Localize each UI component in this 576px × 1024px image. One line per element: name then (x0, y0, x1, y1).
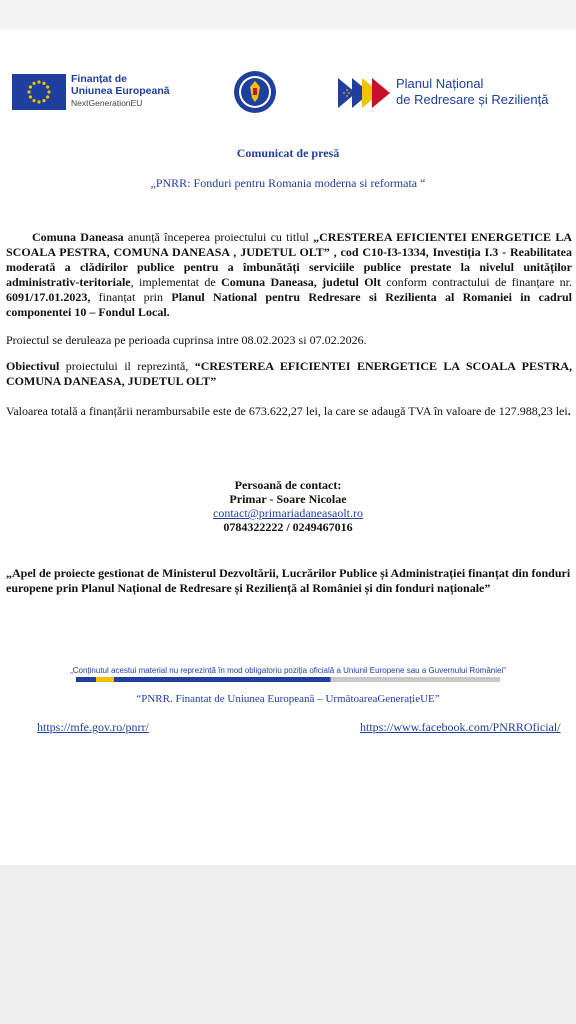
p1-text-b: anunță începerea proiectului cu titlul (123, 230, 314, 244)
objective-title: “CRESTEREA EFICIENTEI ENERGETICE LA SCOALA PESTRA, COMUNA DANEASA, JUDETUL OLT” (6, 359, 572, 388)
color-stripe (76, 677, 500, 682)
call-statement: „Apel de proiecte gestionat de Ministerul Dezvoltării, Lucrărilor Publice și Administrației finanțat din fonduri europene prin Planul Național de Redresare și Reziliență al României și din fonduri naționale” (6, 566, 571, 595)
funding-program: Planul National pentru Redresare si Rezilienta al Romaniei in cadrul componentei 10 – Fondul Local. (6, 290, 572, 319)
p1-text-d: , implementat de (130, 275, 222, 289)
project-title: „CRESTEREA EFICIENTEI ENERGETICE LA SCOALA PESTRA, COMUNA DANEASA , JUDETUL OLT” , cod C10-I3-1334, Investiția I.3 - Reabilitatea moderată a clădirilor publice pentru a îmbunătăți serviciile publice prestate la nivelul unităților administrativ-teritoriale (6, 230, 572, 289)
header-logos (0, 70, 576, 120)
disclaimer-text: „Conținutul acestui material nu reprezintă în mod obligatoriu poziția oficială a Uniunii Europene sau a Guvernului României” (70, 666, 506, 675)
objective-paragraph (6, 359, 572, 389)
pnrr-line-1: Planul Național (396, 76, 484, 91)
p1-text-f: conform contractului de finanțare nr. (380, 275, 573, 289)
mfe-link[interactable]: https://mfe.gov.ro/pnrr/ (37, 720, 149, 734)
guvernul-romaniei-seal-icon (233, 70, 277, 114)
contract-number: 6091/17.01.2023, (6, 290, 91, 304)
announcement-paragraph (6, 230, 572, 320)
contact-phones: 0784322222 / 0249467016 (223, 520, 353, 534)
p1-text-h: finanțat prin (90, 290, 172, 304)
top-bar (0, 0, 576, 30)
commune-name: Comuna Daneasa (32, 230, 124, 244)
contact-name: Primar - Soare Nicolae (229, 492, 347, 506)
footer-tagline: “PNRR. Finantat de Uniunea Europeană – UrmătoareaGenerațieUE” (136, 693, 440, 705)
facebook-link[interactable]: https://www.facebook.com/PNRROficial/ (360, 720, 561, 734)
eu-flag-icon (12, 74, 66, 110)
p3-text-b: proiectului il reprezintă, (59, 359, 195, 373)
contact-email-link[interactable]: contact@primariadaneasaolt.ro (213, 506, 363, 520)
pnrr-label (396, 76, 548, 108)
eu-line-3: NextGenerationEU (71, 98, 143, 108)
contact-block (0, 478, 576, 534)
page-bottom-area (0, 865, 576, 1024)
eu-funding-label (71, 73, 170, 109)
eu-line-2: Uniunea Europeană (71, 85, 170, 97)
objective-label: Obiectivul (6, 359, 60, 373)
stripe-accent (96, 677, 114, 682)
pnrr-logo-icon (338, 78, 392, 108)
contact-heading: Persoană de contact: (234, 478, 342, 492)
project-period: Proiectul se deruleaza pe perioada cuprinsa intre 08.02.2023 si 07.02.2026. (6, 333, 367, 347)
implementer: Comuna Daneasa, judetul Olt (221, 275, 381, 289)
funding-value-text: Valoarea totală a finanțării nerambursabile este de 673.622,27 lei, la care se adaugă TVA în valoare de 127.988,23 lei (6, 404, 568, 418)
funding-value (6, 404, 572, 419)
funding-value-end: . (567, 404, 571, 418)
press-release-title: Comunicat de presă (236, 146, 340, 160)
eu-line-1: Finanțat de (71, 73, 128, 85)
pnrr-line-2: de Redresare și Reziliență (396, 92, 549, 107)
press-release-subtitle: „PNRR: Fonduri pentru Romania moderna si reformata “ (150, 176, 426, 190)
